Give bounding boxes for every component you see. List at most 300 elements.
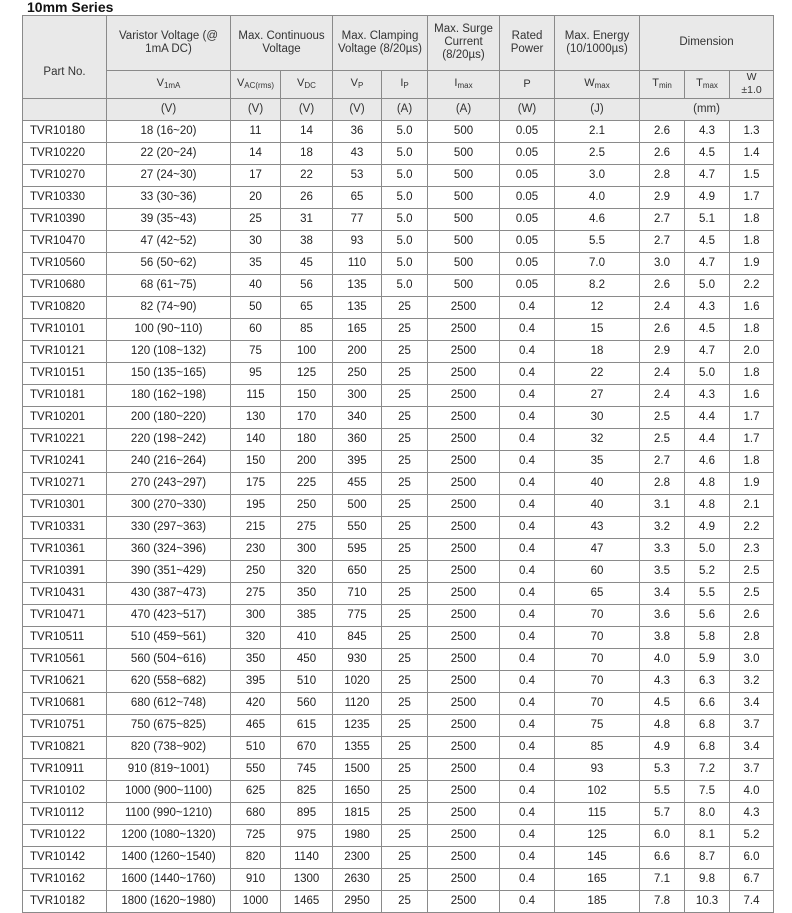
- cell-w: 1.8: [730, 209, 774, 231]
- cell-tmin: 4.5: [640, 693, 685, 715]
- cell-energy: 70: [555, 649, 640, 671]
- varistor-spec-table: [22, 15, 774, 913]
- series-title: 10mm Series: [27, 0, 114, 15]
- cell-w: 2.0: [730, 341, 774, 363]
- cell-vdc: 18: [281, 143, 333, 165]
- cell-imax: 2500: [428, 671, 500, 693]
- cell-vac: 465: [231, 715, 281, 737]
- cell-power: 0.05: [500, 165, 555, 187]
- cell-part-no: TVR10820: [23, 297, 107, 319]
- cell-varistor-voltage: 180 (162~198): [107, 385, 231, 407]
- cell-vp: 2950: [333, 891, 382, 913]
- unit-v1ma: (V): [107, 99, 231, 121]
- cell-ip: 5.0: [382, 209, 428, 231]
- cell-tmax: 8.0: [685, 803, 730, 825]
- cell-vp: 1980: [333, 825, 382, 847]
- cell-tmax: 5.0: [685, 539, 730, 561]
- cell-varistor-voltage: 56 (50~62): [107, 253, 231, 275]
- cell-varistor-voltage: 33 (30~36): [107, 187, 231, 209]
- cell-power: 0.4: [500, 781, 555, 803]
- cell-tmax: 4.5: [685, 143, 730, 165]
- cell-vac: 130: [231, 407, 281, 429]
- cell-vac: 910: [231, 869, 281, 891]
- cell-w: 1.7: [730, 407, 774, 429]
- table-row: [23, 517, 774, 539]
- table-row: [23, 649, 774, 671]
- cell-vp: 1120: [333, 693, 382, 715]
- cell-tmax: 4.8: [685, 473, 730, 495]
- cell-imax: 2500: [428, 803, 500, 825]
- cell-part-no: TVR10471: [23, 605, 107, 627]
- cell-ip: 25: [382, 319, 428, 341]
- cell-vac: 510: [231, 737, 281, 759]
- symbol-vdc: $V_{DC}$: [281, 70, 333, 98]
- cell-vp: 43: [333, 143, 382, 165]
- cell-energy: 85: [555, 737, 640, 759]
- table-row: [23, 209, 774, 231]
- header-rated-power: Rated Power: [500, 16, 555, 71]
- cell-varistor-voltage: 330 (297~363): [107, 517, 231, 539]
- cell-vp: 550: [333, 517, 382, 539]
- cell-vac: 625: [231, 781, 281, 803]
- cell-part-no: TVR10301: [23, 495, 107, 517]
- cell-imax: 2500: [428, 297, 500, 319]
- cell-power: 0.05: [500, 187, 555, 209]
- symbol-w: W ±1.0: [730, 70, 774, 98]
- cell-tmin: 4.3: [640, 671, 685, 693]
- cell-imax: 500: [428, 187, 500, 209]
- cell-vp: 1355: [333, 737, 382, 759]
- cell-w: 1.7: [730, 429, 774, 451]
- cell-part-no: TVR10361: [23, 539, 107, 561]
- cell-w: 1.4: [730, 143, 774, 165]
- cell-energy: 185: [555, 891, 640, 913]
- cell-imax: 500: [428, 253, 500, 275]
- cell-part-no: TVR10561: [23, 649, 107, 671]
- cell-vac: 215: [231, 517, 281, 539]
- cell-part-no: TVR10821: [23, 737, 107, 759]
- cell-energy: 4.0: [555, 187, 640, 209]
- cell-w: 1.5: [730, 165, 774, 187]
- symbol-tmax: $T_{max}$: [685, 70, 730, 98]
- cell-tmin: 3.5: [640, 561, 685, 583]
- cell-power: 0.4: [500, 737, 555, 759]
- table-row: [23, 165, 774, 187]
- cell-varistor-voltage: 1800 (1620~1980): [107, 891, 231, 913]
- cell-tmax: 5.6: [685, 605, 730, 627]
- cell-vac: 14: [231, 143, 281, 165]
- cell-vac: 350: [231, 649, 281, 671]
- cell-ip: 25: [382, 693, 428, 715]
- cell-energy: 3.0: [555, 165, 640, 187]
- cell-w: 1.6: [730, 385, 774, 407]
- cell-vac: 420: [231, 693, 281, 715]
- cell-w: 3.7: [730, 715, 774, 737]
- cell-ip: 25: [382, 715, 428, 737]
- table-row: [23, 187, 774, 209]
- cell-imax: 500: [428, 231, 500, 253]
- table-row: [23, 451, 774, 473]
- cell-vdc: 1300: [281, 869, 333, 891]
- cell-imax: 2500: [428, 605, 500, 627]
- header-part-no: Part No.: [23, 16, 107, 99]
- cell-energy: 145: [555, 847, 640, 869]
- table-row: [23, 495, 774, 517]
- cell-power: 0.05: [500, 231, 555, 253]
- cell-part-no: TVR10101: [23, 319, 107, 341]
- cell-vdc: 38: [281, 231, 333, 253]
- cell-energy: 8.2: [555, 275, 640, 297]
- cell-part-no: TVR10681: [23, 693, 107, 715]
- cell-tmax: 4.5: [685, 319, 730, 341]
- cell-w: 1.8: [730, 363, 774, 385]
- cell-ip: 25: [382, 363, 428, 385]
- cell-vac: 40: [231, 275, 281, 297]
- cell-vac: 275: [231, 583, 281, 605]
- cell-ip: 25: [382, 803, 428, 825]
- cell-vdc: 275: [281, 517, 333, 539]
- cell-part-no: TVR10680: [23, 275, 107, 297]
- cell-ip: 25: [382, 825, 428, 847]
- cell-vp: 2630: [333, 869, 382, 891]
- cell-ip: 25: [382, 649, 428, 671]
- table-row: [23, 473, 774, 495]
- cell-tmax: 4.6: [685, 451, 730, 473]
- cell-w: 3.2: [730, 671, 774, 693]
- cell-vdc: 450: [281, 649, 333, 671]
- cell-tmax: 4.3: [685, 385, 730, 407]
- cell-tmin: 5.5: [640, 781, 685, 803]
- cell-imax: 2500: [428, 561, 500, 583]
- cell-varistor-voltage: 300 (270~330): [107, 495, 231, 517]
- table-row: [23, 253, 774, 275]
- cell-vac: 195: [231, 495, 281, 517]
- cell-energy: 30: [555, 407, 640, 429]
- cell-w: 2.6: [730, 605, 774, 627]
- cell-tmax: 5.0: [685, 275, 730, 297]
- cell-vdc: 385: [281, 605, 333, 627]
- cell-imax: 2500: [428, 759, 500, 781]
- cell-tmin: 2.5: [640, 429, 685, 451]
- cell-vdc: 150: [281, 385, 333, 407]
- cell-vdc: 31: [281, 209, 333, 231]
- cell-vp: 595: [333, 539, 382, 561]
- cell-ip: 25: [382, 869, 428, 891]
- cell-ip: 5.0: [382, 165, 428, 187]
- cell-part-no: TVR10122: [23, 825, 107, 847]
- cell-varistor-voltage: 39 (35~43): [107, 209, 231, 231]
- cell-w: 1.9: [730, 473, 774, 495]
- cell-varistor-voltage: 470 (423~517): [107, 605, 231, 627]
- table-row: [23, 737, 774, 759]
- table-row: [23, 891, 774, 913]
- cell-tmax: 6.6: [685, 693, 730, 715]
- cell-power: 0.4: [500, 297, 555, 319]
- cell-varistor-voltage: 22 (20~24): [107, 143, 231, 165]
- cell-power: 0.4: [500, 803, 555, 825]
- cell-power: 0.4: [500, 319, 555, 341]
- cell-energy: 2.5: [555, 143, 640, 165]
- cell-ip: 25: [382, 385, 428, 407]
- header-max-energy: Max. Energy (10/1000µs): [555, 16, 640, 71]
- cell-imax: 2500: [428, 649, 500, 671]
- cell-varistor-voltage: 1000 (900~1100): [107, 781, 231, 803]
- cell-part-no: TVR10270: [23, 165, 107, 187]
- cell-power: 0.4: [500, 539, 555, 561]
- cell-tmax: 9.8: [685, 869, 730, 891]
- table-row: [23, 671, 774, 693]
- cell-power: 0.4: [500, 517, 555, 539]
- cell-vdc: 510: [281, 671, 333, 693]
- cell-imax: 2500: [428, 583, 500, 605]
- cell-power: 0.4: [500, 429, 555, 451]
- cell-ip: 25: [382, 759, 428, 781]
- cell-vac: 820: [231, 847, 281, 869]
- cell-vdc: 85: [281, 319, 333, 341]
- cell-vac: 395: [231, 671, 281, 693]
- cell-energy: 70: [555, 605, 640, 627]
- cell-w: 4.0: [730, 781, 774, 803]
- header-max-clamping-voltage: Max. Clamping Voltage (8/20µs): [333, 16, 428, 71]
- cell-tmax: 8.7: [685, 847, 730, 869]
- cell-vac: 320: [231, 627, 281, 649]
- cell-vp: 93: [333, 231, 382, 253]
- cell-vdc: 560: [281, 693, 333, 715]
- table-row: [23, 363, 774, 385]
- cell-power: 0.4: [500, 649, 555, 671]
- cell-energy: 4.6: [555, 209, 640, 231]
- table-row: [23, 803, 774, 825]
- cell-ip: 5.0: [382, 253, 428, 275]
- cell-tmax: 4.9: [685, 187, 730, 209]
- cell-tmax: 5.0: [685, 363, 730, 385]
- cell-vdc: 170: [281, 407, 333, 429]
- cell-vp: 1650: [333, 781, 382, 803]
- cell-power: 0.4: [500, 341, 555, 363]
- cell-vp: 250: [333, 363, 382, 385]
- cell-varistor-voltage: 750 (675~825): [107, 715, 231, 737]
- cell-tmin: 4.8: [640, 715, 685, 737]
- cell-vp: 36: [333, 121, 382, 143]
- cell-energy: 35: [555, 451, 640, 473]
- cell-w: 3.0: [730, 649, 774, 671]
- cell-tmax: 5.1: [685, 209, 730, 231]
- cell-imax: 500: [428, 165, 500, 187]
- cell-vac: 35: [231, 253, 281, 275]
- cell-ip: 25: [382, 671, 428, 693]
- cell-vdc: 410: [281, 627, 333, 649]
- cell-vp: 340: [333, 407, 382, 429]
- cell-imax: 500: [428, 275, 500, 297]
- cell-energy: 12: [555, 297, 640, 319]
- cell-vp: 2300: [333, 847, 382, 869]
- cell-varistor-voltage: 1600 (1440~1760): [107, 869, 231, 891]
- cell-vdc: 22: [281, 165, 333, 187]
- cell-varistor-voltage: 1100 (990~1210): [107, 803, 231, 825]
- cell-imax: 2500: [428, 847, 500, 869]
- cell-vdc: 615: [281, 715, 333, 737]
- cell-power: 0.4: [500, 671, 555, 693]
- cell-w: 1.6: [730, 297, 774, 319]
- cell-ip: 25: [382, 561, 428, 583]
- table-row: [23, 539, 774, 561]
- cell-imax: 2500: [428, 451, 500, 473]
- cell-vp: 710: [333, 583, 382, 605]
- cell-imax: 2500: [428, 319, 500, 341]
- cell-vp: 110: [333, 253, 382, 275]
- cell-vac: 230: [231, 539, 281, 561]
- cell-power: 0.4: [500, 825, 555, 847]
- cell-varistor-voltage: 200 (180~220): [107, 407, 231, 429]
- cell-vdc: 745: [281, 759, 333, 781]
- cell-tmin: 2.8: [640, 473, 685, 495]
- cell-tmin: 2.6: [640, 275, 685, 297]
- cell-energy: 125: [555, 825, 640, 847]
- cell-w: 6.0: [730, 847, 774, 869]
- cell-energy: 70: [555, 693, 640, 715]
- cell-tmax: 5.2: [685, 561, 730, 583]
- cell-vp: 135: [333, 275, 382, 297]
- table-row: [23, 143, 774, 165]
- cell-vac: 550: [231, 759, 281, 781]
- cell-vp: 1020: [333, 671, 382, 693]
- cell-vac: 25: [231, 209, 281, 231]
- cell-part-no: TVR10431: [23, 583, 107, 605]
- cell-w: 1.3: [730, 121, 774, 143]
- cell-energy: 22: [555, 363, 640, 385]
- cell-varistor-voltage: 510 (459~561): [107, 627, 231, 649]
- cell-power: 0.05: [500, 275, 555, 297]
- cell-vdc: 825: [281, 781, 333, 803]
- cell-energy: 65: [555, 583, 640, 605]
- cell-tmin: 3.3: [640, 539, 685, 561]
- table-row: [23, 627, 774, 649]
- symbol-ip: $I_P$: [382, 70, 428, 98]
- cell-ip: 25: [382, 847, 428, 869]
- cell-imax: 2500: [428, 495, 500, 517]
- cell-tmin: 3.6: [640, 605, 685, 627]
- table-body: [23, 121, 774, 913]
- cell-tmin: 4.9: [640, 737, 685, 759]
- cell-part-no: TVR10181: [23, 385, 107, 407]
- cell-vac: 175: [231, 473, 281, 495]
- cell-varistor-voltage: 240 (216~264): [107, 451, 231, 473]
- cell-tmax: 6.8: [685, 737, 730, 759]
- cell-vdc: 1140: [281, 847, 333, 869]
- cell-varistor-voltage: 820 (738~902): [107, 737, 231, 759]
- cell-power: 0.4: [500, 473, 555, 495]
- cell-tmax: 4.4: [685, 429, 730, 451]
- cell-vp: 930: [333, 649, 382, 671]
- cell-vdc: 14: [281, 121, 333, 143]
- cell-part-no: TVR10390: [23, 209, 107, 231]
- cell-ip: 25: [382, 737, 428, 759]
- cell-part-no: TVR10121: [23, 341, 107, 363]
- cell-power: 0.4: [500, 891, 555, 913]
- cell-w: 2.5: [730, 583, 774, 605]
- cell-part-no: TVR10221: [23, 429, 107, 451]
- cell-w: 3.4: [730, 737, 774, 759]
- cell-energy: 40: [555, 495, 640, 517]
- cell-w: 2.5: [730, 561, 774, 583]
- cell-power: 0.4: [500, 847, 555, 869]
- table-row: [23, 759, 774, 781]
- cell-vdc: 320: [281, 561, 333, 583]
- cell-part-no: TVR10241: [23, 451, 107, 473]
- cell-tmax: 7.5: [685, 781, 730, 803]
- cell-tmin: 2.9: [640, 341, 685, 363]
- cell-ip: 5.0: [382, 231, 428, 253]
- cell-power: 0.4: [500, 869, 555, 891]
- cell-power: 0.05: [500, 209, 555, 231]
- cell-ip: 25: [382, 473, 428, 495]
- cell-imax: 2500: [428, 869, 500, 891]
- cell-vdc: 200: [281, 451, 333, 473]
- table-row: [23, 231, 774, 253]
- cell-tmax: 4.3: [685, 297, 730, 319]
- cell-ip: 25: [382, 627, 428, 649]
- cell-tmin: 2.7: [640, 451, 685, 473]
- cell-ip: 25: [382, 781, 428, 803]
- cell-vac: 725: [231, 825, 281, 847]
- unit-p: (W): [500, 99, 555, 121]
- table-row: [23, 275, 774, 297]
- cell-tmax: 8.1: [685, 825, 730, 847]
- cell-power: 0.4: [500, 407, 555, 429]
- cell-ip: 25: [382, 605, 428, 627]
- cell-vdc: 300: [281, 539, 333, 561]
- cell-tmax: 5.9: [685, 649, 730, 671]
- cell-energy: 165: [555, 869, 640, 891]
- cell-vac: 95: [231, 363, 281, 385]
- symbol-vp: $V_P$: [333, 70, 382, 98]
- cell-power: 0.4: [500, 385, 555, 407]
- cell-part-no: TVR10511: [23, 627, 107, 649]
- cell-power: 0.4: [500, 495, 555, 517]
- cell-tmin: 4.0: [640, 649, 685, 671]
- cell-part-no: TVR10751: [23, 715, 107, 737]
- cell-w: 1.9: [730, 253, 774, 275]
- cell-vac: 11: [231, 121, 281, 143]
- cell-vac: 30: [231, 231, 281, 253]
- cell-part-no: TVR10162: [23, 869, 107, 891]
- cell-tmax: 5.8: [685, 627, 730, 649]
- table-row: [23, 715, 774, 737]
- cell-tmax: 6.8: [685, 715, 730, 737]
- cell-vp: 650: [333, 561, 382, 583]
- cell-ip: 25: [382, 407, 428, 429]
- cell-vp: 1500: [333, 759, 382, 781]
- cell-vac: 140: [231, 429, 281, 451]
- cell-vdc: 250: [281, 495, 333, 517]
- symbol-v1ma: $V_{1mA}$: [107, 70, 231, 98]
- cell-part-no: TVR10391: [23, 561, 107, 583]
- cell-vdc: 225: [281, 473, 333, 495]
- cell-varistor-voltage: 100 (90~110): [107, 319, 231, 341]
- cell-energy: 75: [555, 715, 640, 737]
- table-row: [23, 429, 774, 451]
- cell-vdc: 26: [281, 187, 333, 209]
- cell-tmax: 10.3: [685, 891, 730, 913]
- header-max-surge-current: Max. Surge Current (8/20µs): [428, 16, 500, 71]
- cell-imax: 2500: [428, 429, 500, 451]
- cell-power: 0.4: [500, 605, 555, 627]
- cell-imax: 2500: [428, 517, 500, 539]
- cell-imax: 2500: [428, 825, 500, 847]
- cell-vdc: 1465: [281, 891, 333, 913]
- cell-varistor-voltage: 1200 (1080~1320): [107, 825, 231, 847]
- cell-vp: 395: [333, 451, 382, 473]
